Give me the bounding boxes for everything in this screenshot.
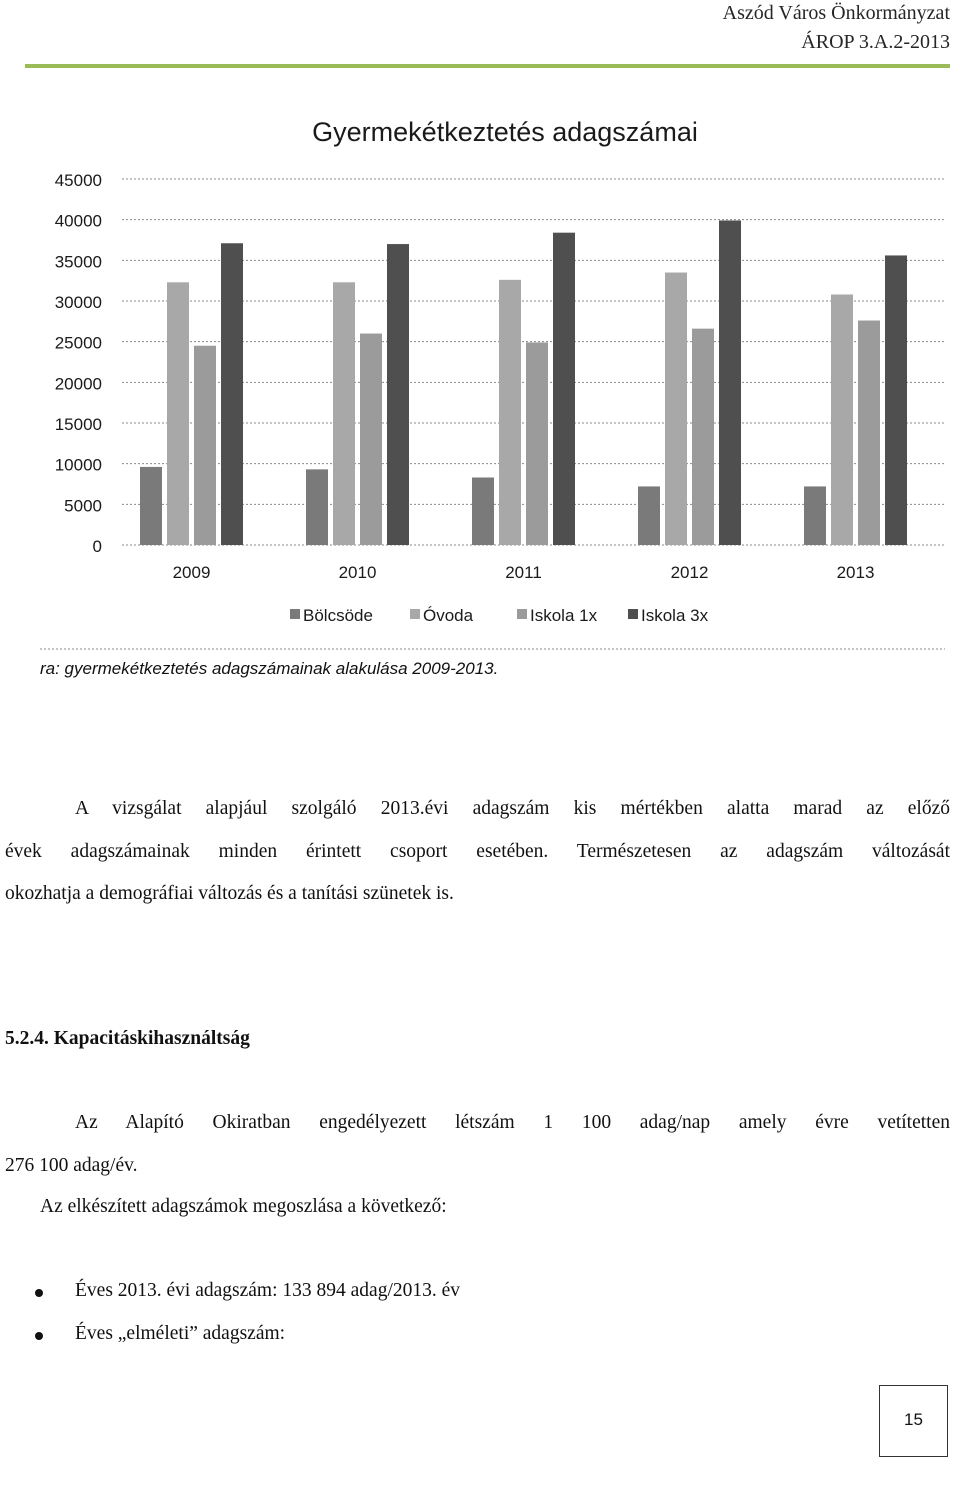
x-tick-label: 2013 — [836, 563, 875, 582]
section-heading: 5.2.4. Kapacitáskihasználtság — [5, 1028, 250, 1049]
y-tick-label: 45000 — [54, 171, 102, 190]
y-tick-label: 15000 — [54, 415, 102, 434]
bullet-text: Éves „elméleti” adagszám: — [75, 1323, 286, 1344]
chart-title: Gyermekétkeztetés adagszámai — [312, 117, 698, 147]
paragraph-3: Az elkészített adagszámok megoszlása a következő: — [40, 1196, 447, 1217]
bullet-dot-icon — [35, 1332, 43, 1340]
bar-Iskola 1x — [692, 329, 714, 545]
legend-label: Óvoda — [423, 606, 474, 625]
legend-swatch-icon — [410, 609, 420, 619]
bar-Iskola 1x — [858, 321, 880, 545]
legend-label: Iskola 1x — [530, 606, 598, 625]
paragraph-2-line-1: Az Alapító Okiratban engedélyezett létszám 1 100 adag/nap amely évre vetítetten — [75, 1112, 950, 1133]
legend-swatch-icon — [628, 609, 638, 619]
legend-label: Iskola 3x — [641, 606, 709, 625]
bar-Iskola 1x — [360, 334, 382, 545]
y-tick-label: 25000 — [54, 333, 102, 353]
header-organization: Aszód Város Önkormányzat — [722, 2, 950, 24]
legend-swatch-icon — [517, 609, 527, 619]
legend-swatch-icon — [290, 609, 300, 619]
bullet-dot-icon — [35, 1289, 43, 1297]
header-project: ÁROP 3.A.2-2013 — [801, 31, 950, 53]
page-number-box — [879, 1385, 948, 1457]
bar-Iskola 1x — [194, 346, 216, 545]
y-tick-label: 5000 — [64, 496, 102, 516]
bar-Iskola 3x — [387, 244, 409, 545]
bar-Iskola 3x — [885, 255, 907, 545]
bar-Óvoda — [167, 282, 189, 545]
bar-Iskola 1x — [526, 342, 548, 545]
paragraph-1-line-1: A vizsgálat alapjául szolgáló 2013.évi adagszám kis mértékben alatta marad az előző — [75, 798, 950, 819]
bar-Iskola 3x — [719, 220, 741, 545]
x-tick-label: 2011 — [505, 563, 542, 582]
y-tick-label: 40000 — [54, 211, 102, 231]
paragraph-1-line-2: évek adagszámainak minden érintett csoport esetében. Természetesen az adagszám változását — [5, 841, 950, 862]
bar-Iskola 3x — [221, 243, 243, 545]
header-rule — [25, 64, 950, 68]
page-number: 15 — [904, 1410, 923, 1429]
y-tick-label: 10000 — [54, 455, 102, 475]
bar-Bölcsöde — [804, 486, 826, 545]
bar-Óvoda — [831, 294, 853, 545]
x-tick-label: 2012 — [670, 563, 709, 582]
legend-label: Bölcsöde — [303, 606, 373, 625]
bar-Bölcsöde — [472, 477, 494, 545]
chart-caption: ra: gyermekétkeztetés adagszámainak alakulása 2009-2013. — [40, 659, 499, 678]
y-tick-label: 30000 — [54, 293, 102, 312]
bar-Óvoda — [333, 282, 355, 545]
paragraph-1-line-3: okozhatja a demográfiai változás és a tanítási szünetek is. — [5, 883, 454, 904]
y-tick-label: 0 — [92, 537, 102, 556]
x-axis-ticks — [173, 563, 875, 582]
y-tick-label: 20000 — [54, 374, 102, 394]
y-axis-ticks — [55, 171, 102, 556]
bar-Bölcsöde — [638, 486, 660, 545]
chart-legend — [290, 606, 709, 625]
bar-chart — [0, 95, 960, 650]
x-tick-label: 2010 — [338, 563, 377, 582]
x-tick-label: 2009 — [172, 563, 211, 582]
y-tick-label: 35000 — [54, 252, 102, 272]
paragraph-2-line-2: 276 100 adag/év. — [5, 1155, 138, 1176]
bar-Óvoda — [499, 280, 521, 545]
bar-Bölcsöde — [140, 467, 162, 545]
bar-Óvoda — [665, 273, 687, 545]
bullet-text: Éves 2013. évi adagszám: 133 894 adag/2013. év — [75, 1280, 461, 1301]
bar-Iskola 3x — [553, 233, 575, 545]
bar-Bölcsöde — [306, 469, 328, 545]
